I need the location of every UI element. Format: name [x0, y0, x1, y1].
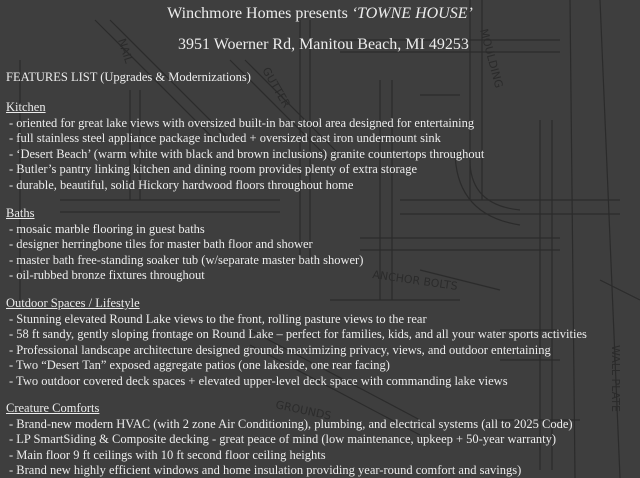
- list-item: - full stainless steel appliance package included + oversized cast iron undermount sink: [9, 131, 441, 145]
- list-item: - Main floor 9 ft ceilings with 10 ft second floor ceiling heights: [9, 447, 326, 462]
- list-item: - Two outdoor covered deck spaces + elevated upper-level deck space with commanding lake views: [9, 373, 508, 388]
- blueprint-label-anchor: ANCHOR BOLTS: [371, 268, 459, 293]
- list-item: - 58 ft sandy, gently sloping frontage on Round Lake – perfect for families, kids, and all your water sports activities: [9, 327, 587, 341]
- presenter-text: Winchmore Homes presents: [167, 5, 352, 22]
- list-item: - Stunning elevated Round Lake views to the front, rolling pasture views to the rear: [9, 311, 427, 326]
- section-title: Creature Comforts: [6, 401, 100, 415]
- blueprint-label-grounds: GROUNDS: [274, 398, 333, 423]
- list-item: - LP SmartSiding & Composite decking - great peace of mind (low maintenance, upkeep + 50-year warranty): [9, 432, 557, 446]
- blueprint-label-nail: NAIL: [115, 36, 136, 65]
- section-title: Baths: [6, 206, 35, 220]
- list-item: - Butler’s pantry linking kitchen and dining room provides plenty of extra storage: [9, 162, 418, 176]
- blueprint-label-wall-plate: WALL PLATE: [609, 345, 622, 412]
- product-name: ‘TOWNE HOUSE’: [351, 5, 473, 22]
- features-heading: FEATURES LIST (Upgrades & Modernizations): [6, 70, 251, 84]
- blueprint-label-moulding: MOULDING: [477, 27, 506, 90]
- list-item: - Professional landscape architecture designed grounds maximizing privacy, views, and outdoor entertaining: [9, 342, 551, 357]
- list-item: - master bath free-standing soaker tub (w/separate master bath shower): [9, 252, 364, 267]
- list-item: - Brand new highly efficient windows and home insulation providing year-round comfort and savings): [9, 463, 522, 477]
- section-kitchen: [6, 100, 484, 193]
- property-address: 3951 Woerner Rd, Manitou Beach, MI 49253: [178, 36, 469, 53]
- section-creature-comforts: [6, 401, 573, 478]
- list-item: - designer herringbone tiles for master bath floor and shower: [9, 237, 313, 251]
- list-item: - durable, beautiful, solid Hickory hardwood floors throughout home: [9, 177, 354, 192]
- list-item: - mosaic marble flooring in guest baths: [9, 221, 205, 236]
- section-title: Outdoor Spaces / Lifestyle: [6, 296, 140, 310]
- list-item: - ‘Desert Beach’ (warm white with black and brown inclusions) granite countertops throughout: [9, 146, 485, 161]
- section-outdoor: [6, 296, 587, 389]
- flyer-title: [0, 4, 640, 24]
- list-item: - Brand-new modern HVAC (with 2 zone Air Conditioning), plumbing, and electrical systems (all to 2025 Code): [9, 416, 573, 431]
- list-item: - Two “Desert Tan” exposed aggregate patios (one lakeside, one rear facing): [9, 358, 390, 372]
- list-item: - oriented for great lake views with oversized built-in bar stool area designed for entertaining: [9, 115, 475, 130]
- blueprint-label-gutter: GUTTER: [259, 65, 293, 110]
- list-item: - oil-rubbed bronze fixtures throughout: [9, 268, 205, 282]
- section-title: Kitchen: [6, 100, 46, 114]
- section-baths: [6, 206, 363, 284]
